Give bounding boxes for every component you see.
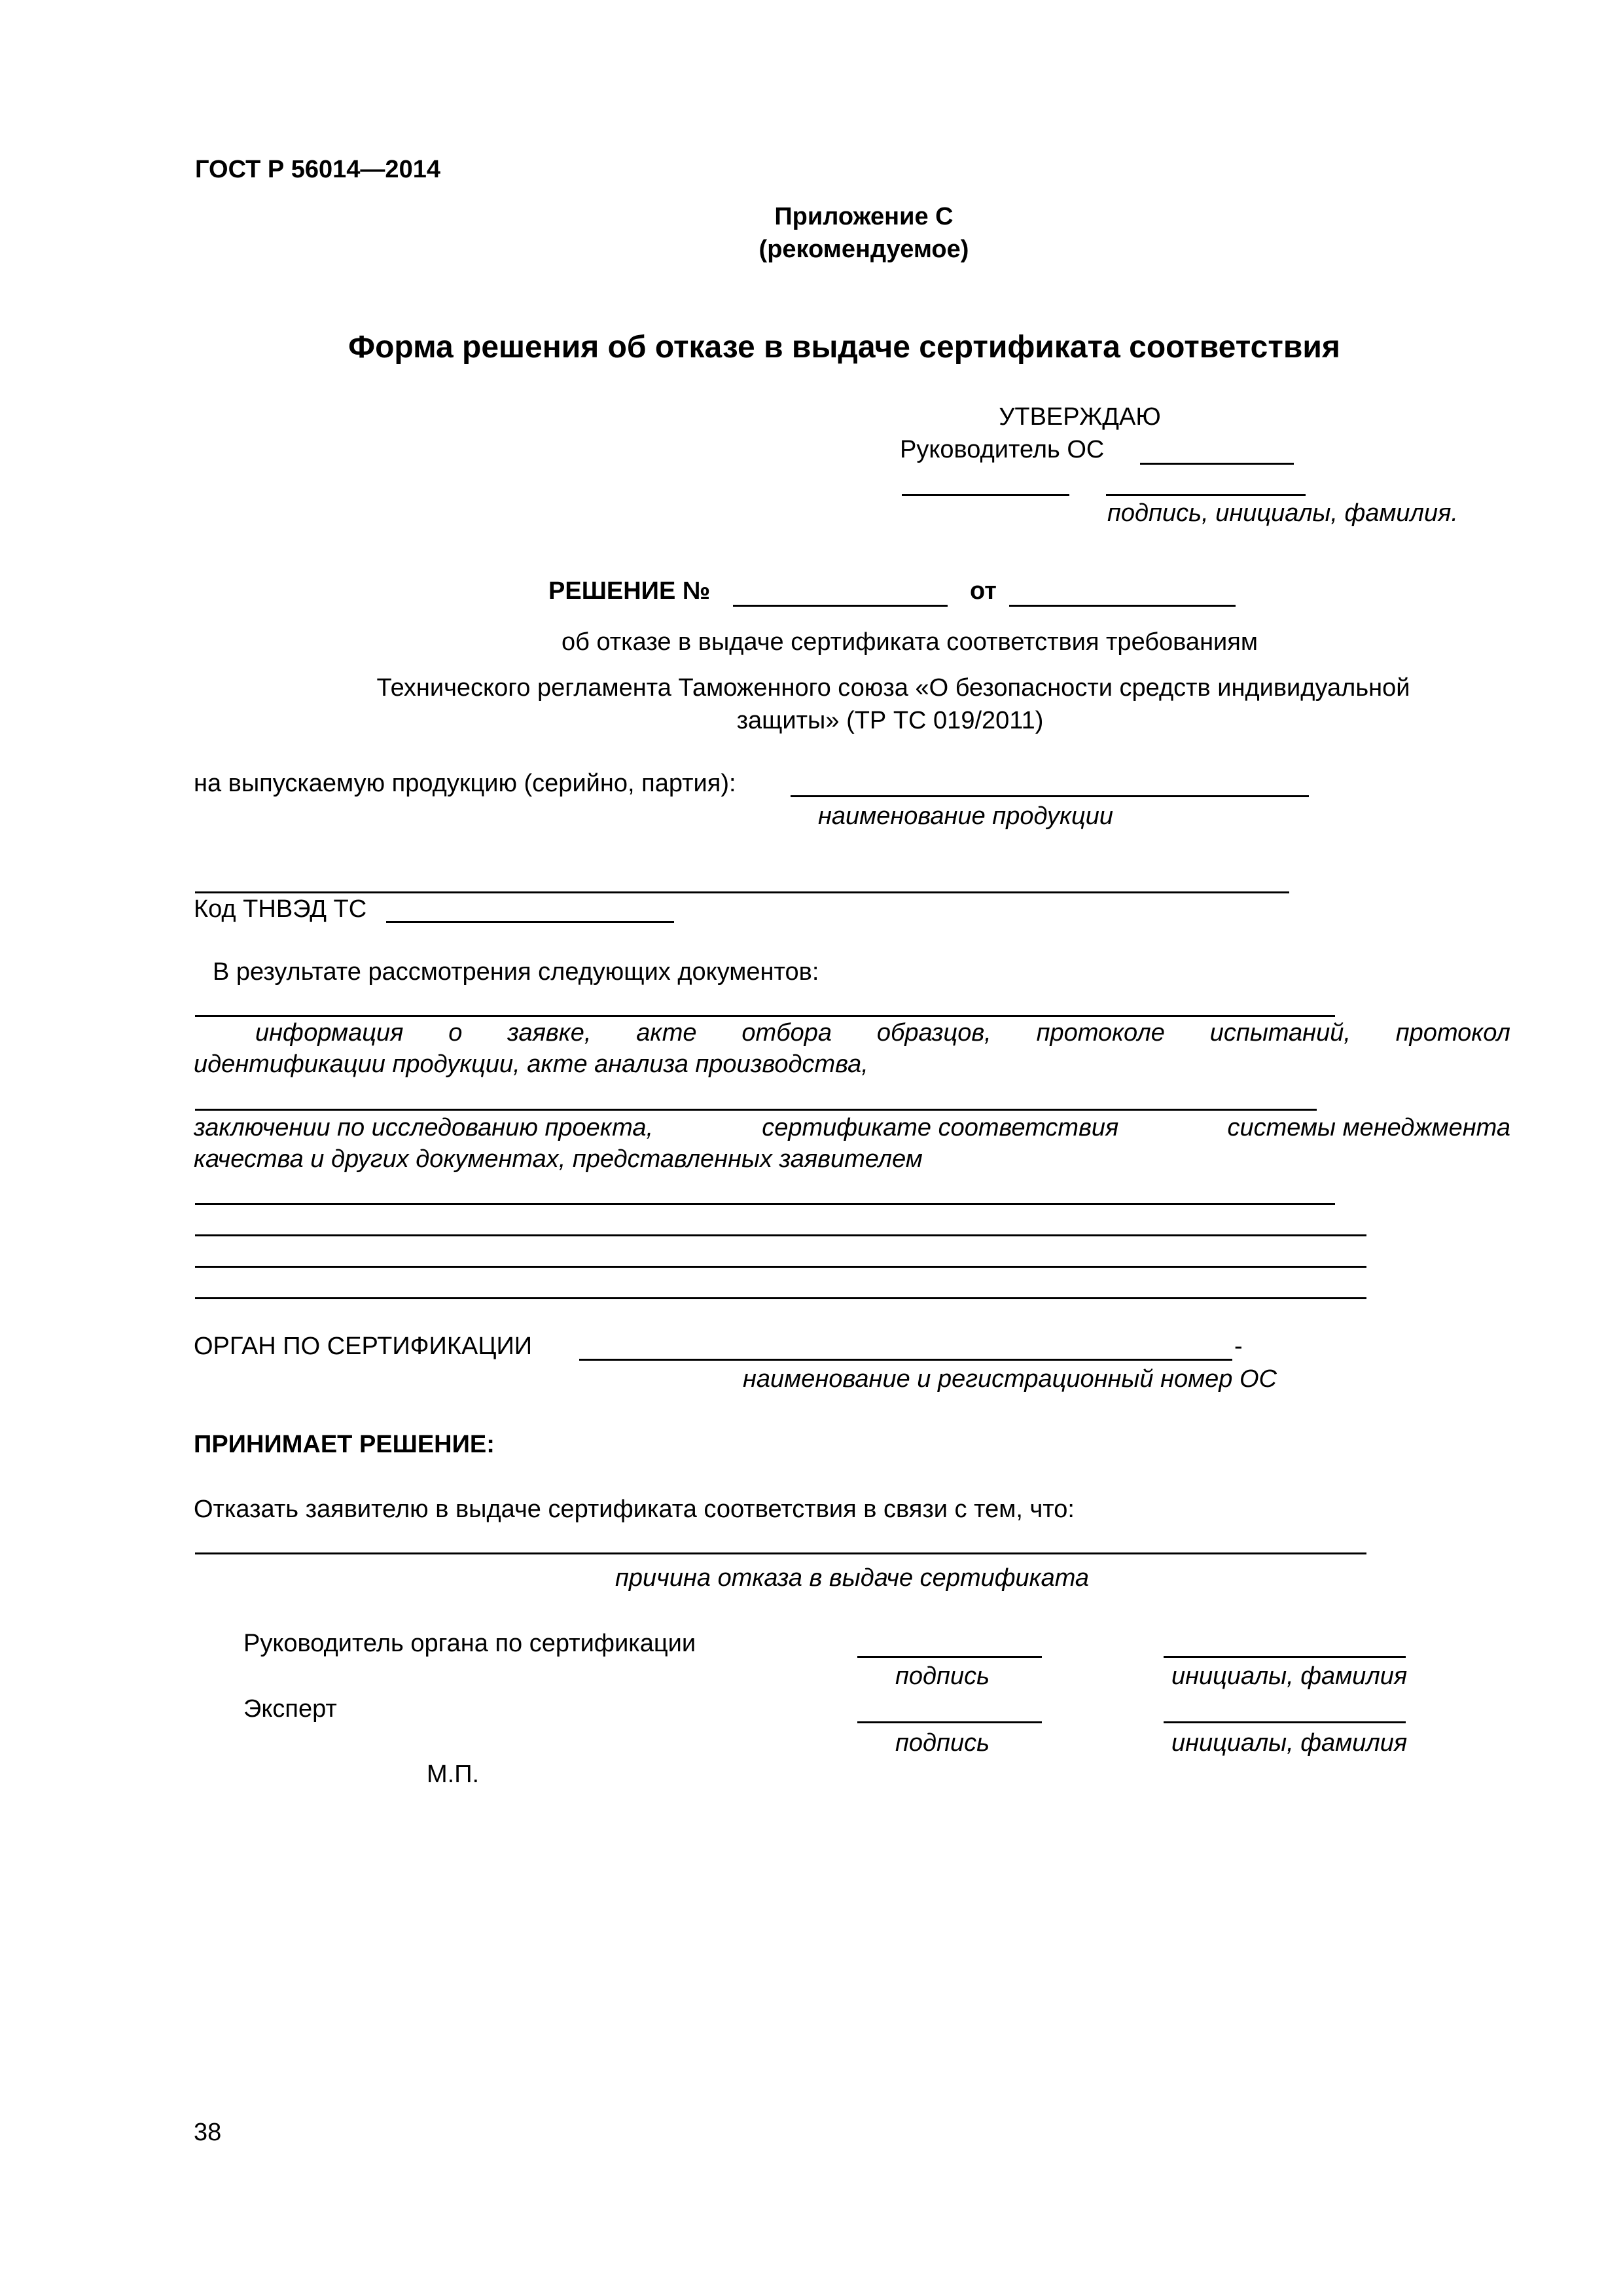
documents-field-6[interactable] [195,1297,1366,1299]
product-name-field[interactable] [791,795,1309,797]
expert-name-field[interactable] [1164,1721,1406,1723]
regulation-line-1: Технического регламента Таможенного союза «О безопасности средств индивидуальной [376,674,1410,702]
expert-label: Эксперт [243,1695,337,1723]
decision-number-label: РЕШЕНИЕ № [548,577,711,605]
decision-date-label: от [970,577,997,605]
certification-body-caption: наименование и регистрационный номер ОС [743,1365,1277,1393]
approve-label: УТВЕРЖДАЮ [999,403,1161,431]
expert-signature-field[interactable] [857,1721,1042,1723]
documents-field-3[interactable] [195,1203,1335,1205]
product-name-field-continued[interactable] [195,891,1289,893]
approval-signature-field[interactable] [902,494,1069,496]
review-intro: В результате рассмотрения следующих документов: [213,958,819,986]
expert-signature-caption: подпись [895,1729,990,1757]
head-name-caption: инициалы, фамилия [1171,1662,1408,1690]
documents-field-5[interactable] [195,1266,1366,1268]
head-of-body-field[interactable] [1140,463,1294,465]
certification-body-label: ОРГАН ПО СЕРТИФИКАЦИИ [194,1333,533,1360]
head-signature-caption: подпись [895,1662,990,1690]
documents-line-2: идентификации продукции, акте анализа производства, [194,1050,868,1078]
documents-field-2[interactable] [195,1109,1317,1111]
decision-number-field[interactable] [733,605,948,607]
head-name-field[interactable] [1164,1656,1406,1658]
decision-date-field[interactable] [1009,605,1236,607]
appendix-status: (рекомендуемое) [758,236,969,263]
standard-header: ГОСТ Р 56014—2014 [195,156,440,183]
approval-signature-caption: подпись, инициалы, фамилия. [1107,499,1458,527]
documents-line-3: заключении по исследованию проекта, сертификате соответствия системы менеджмента [194,1114,1510,1141]
form-title: Форма решения об отказе в выдаче сертификата соответствия [348,330,1340,365]
page-number: 38 [194,2119,222,2146]
expert-name-caption: инициалы, фамилия [1171,1729,1408,1757]
tnved-label: Код ТНВЭД ТС [194,895,367,923]
regulation-line-2: защиты» (ТР ТС 019/2011) [736,707,1044,734]
head-of-body-label: Руководитель ОС [900,436,1105,463]
resolution-heading: ПРИНИМАЕТ РЕШЕНИЕ: [194,1431,495,1458]
stamp-place-label: М.П. [427,1761,480,1788]
refusal-reason-caption: причина отказа в выдаче сертификата [615,1564,1090,1592]
documents-field-1[interactable] [195,1015,1335,1017]
product-label: на выпускаемую продукцию (серийно, партия): [194,770,736,797]
product-caption: наименование продукции [818,802,1113,830]
documents-line-1: информация о заявке, акте отбора образцов, протоколе испытаний, протокол [255,1019,1510,1047]
appendix-title: Приложение С [774,203,954,230]
resolution-text: Отказать заявителю в выдаче сертификата соответствия в связи с тем, что: [194,1496,1075,1523]
head-signatory-label: Руководитель органа по сертификации [243,1630,696,1657]
documents-field-4[interactable] [195,1234,1366,1236]
tnved-field[interactable] [386,921,674,923]
certification-body-field[interactable] [579,1359,1232,1361]
approval-name-field[interactable] [1106,494,1306,496]
decision-subject: об отказе в выдаче сертификата соответствия требованиям [562,628,1258,656]
head-signature-field[interactable] [857,1656,1042,1658]
documents-line-4: качества и других документах, представленных заявителем [194,1145,923,1173]
refusal-reason-field[interactable] [195,1552,1366,1554]
certification-body-dash: - [1234,1333,1243,1360]
